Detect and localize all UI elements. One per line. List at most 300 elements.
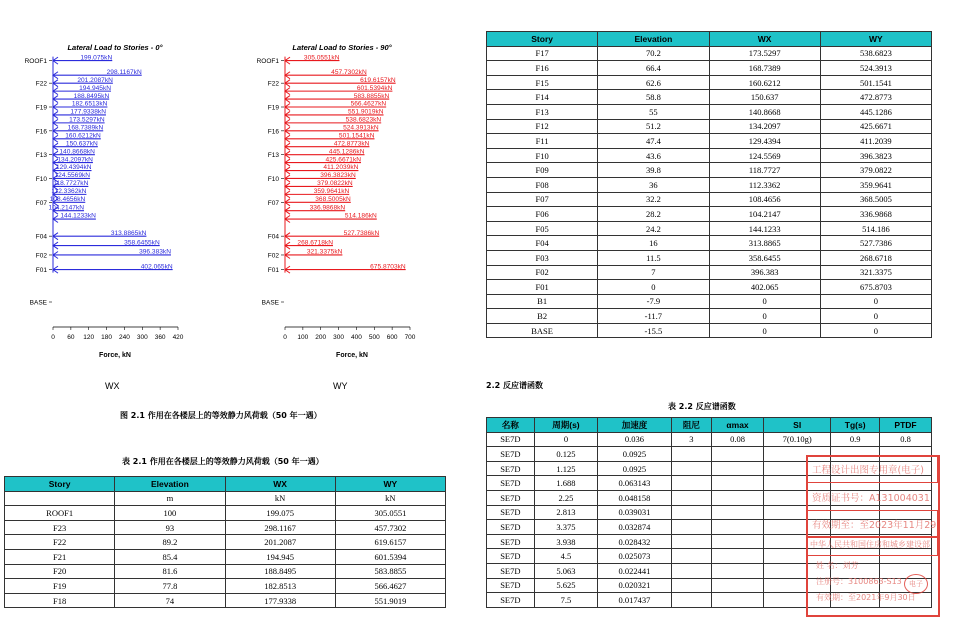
table1-cell: 194.945 bbox=[225, 549, 335, 564]
table-top-row bbox=[487, 163, 932, 178]
wx-chart-title: Lateral Load to Stories - 0° bbox=[67, 43, 163, 52]
section-heading: 2.2 反应谱函数 bbox=[486, 381, 543, 390]
wy-data-label: 368.5005kN bbox=[315, 196, 351, 204]
table-top-cell: F01 bbox=[487, 280, 598, 295]
table2-caption: 表 2.2 反应谱函数 bbox=[668, 402, 736, 411]
table1-cell: 93 bbox=[115, 520, 225, 535]
wy-x-tick-label: 600 bbox=[386, 334, 398, 341]
table-top-cell: 396.3823 bbox=[820, 148, 931, 163]
wy-story-label: F01 bbox=[267, 267, 279, 275]
wx-story-label: BASE bbox=[29, 299, 47, 307]
table2-cell: SE7D bbox=[487, 593, 535, 608]
wy-data-label: 457.7302kN bbox=[331, 68, 367, 76]
table1-cell: 199.075 bbox=[225, 506, 335, 521]
table-top-cell: 514.186 bbox=[820, 221, 931, 236]
table-top-cell: 150.637 bbox=[709, 90, 820, 105]
table-top-cell: 368.5005 bbox=[820, 192, 931, 207]
wy-story-label: BASE bbox=[261, 299, 279, 307]
table2-cell: 4.5 bbox=[534, 549, 598, 564]
table-top-cell: 140.8668 bbox=[709, 104, 820, 119]
wy-x-axis bbox=[283, 327, 416, 341]
table1-cell: 601.5394 bbox=[335, 549, 445, 564]
table-top-cell: 675.8703 bbox=[820, 280, 931, 295]
table-top-cell: F02 bbox=[487, 265, 598, 280]
table-top-cell: 124.5569 bbox=[709, 148, 820, 163]
table2-cell: 7(0.10g) bbox=[764, 432, 831, 447]
table-top-cell: 0 bbox=[820, 323, 931, 338]
table-top-cell: B2 bbox=[487, 309, 598, 324]
table-top-cell: 134.2097 bbox=[709, 119, 820, 134]
table-top-cell: F09 bbox=[487, 163, 598, 178]
wy-x-tick-label: 700 bbox=[404, 334, 416, 341]
table2-cell: SE7D bbox=[487, 549, 535, 564]
wy-x-tick-label: 0 bbox=[283, 334, 287, 341]
table-top-cell: 359.9641 bbox=[820, 177, 931, 192]
table-top-cell: 524.3913 bbox=[820, 61, 931, 76]
wx-xlabel: Force, kN bbox=[99, 352, 131, 359]
table2-cell: 5.625 bbox=[534, 578, 598, 593]
table1-cell: 81.6 bbox=[115, 564, 225, 579]
wx-story-label: F04 bbox=[35, 233, 47, 241]
wy-story-label: F07 bbox=[267, 199, 279, 207]
wx-story-label: F02 bbox=[35, 252, 47, 260]
table1-cell: 457.7302 bbox=[335, 520, 445, 535]
wy-data-label: 583.8855kN bbox=[353, 92, 390, 100]
table1 bbox=[4, 476, 446, 608]
table-top-cell: 32.2 bbox=[598, 192, 709, 207]
table1-row bbox=[5, 579, 446, 594]
table-top-row bbox=[487, 192, 932, 207]
wx-story-label: F07 bbox=[35, 199, 47, 207]
table-top-cell: 0 bbox=[820, 294, 931, 309]
table2-row bbox=[487, 432, 932, 447]
table-top-cell: 527.7386 bbox=[820, 236, 931, 251]
table2-cell bbox=[712, 447, 764, 462]
table2-cell: 3.375 bbox=[534, 520, 598, 535]
table-top-cell: 402.065 bbox=[709, 280, 820, 295]
table-top-cell: 0 bbox=[709, 323, 820, 338]
table2-header-cell: SI bbox=[764, 418, 831, 433]
table-top-header-cell: Story bbox=[487, 32, 598, 47]
table-top-cell: F13 bbox=[487, 104, 598, 119]
table2-header-cell: αmax bbox=[712, 418, 764, 433]
table2-cell bbox=[671, 563, 711, 578]
table-top-row bbox=[487, 177, 932, 192]
table1-header-cell: WY bbox=[335, 477, 445, 492]
wx-data-label: 160.6212kN bbox=[65, 132, 101, 140]
table1-cell: F23 bbox=[5, 520, 115, 535]
wx-data-label: 140.8668kN bbox=[59, 148, 95, 156]
table1-cell: kN bbox=[225, 491, 335, 506]
table-top-cell: 39.8 bbox=[598, 163, 709, 178]
table1-cell: 188.8495 bbox=[225, 564, 335, 579]
table1-cell: 566.4627 bbox=[335, 579, 445, 594]
wx-x-tick-label: 420 bbox=[172, 334, 184, 341]
table-top-cell: F14 bbox=[487, 90, 598, 105]
wx-story-label: ROOF1 bbox=[24, 58, 47, 66]
wx-bars bbox=[48, 54, 172, 273]
wx-data-label: 104.2147kN bbox=[48, 204, 85, 212]
table-top-cell: 173.5297 bbox=[709, 46, 820, 61]
wy-data-label: 445.1286kN bbox=[328, 148, 365, 156]
wx-x-tick-label: 300 bbox=[136, 334, 148, 341]
wy-data-label: 359.9641kN bbox=[313, 188, 350, 196]
wx-data-label: 177.9338kN bbox=[70, 108, 106, 116]
wx-data-label: 194.945kN bbox=[79, 84, 112, 92]
table2-cell: 1.688 bbox=[534, 476, 598, 491]
table-top-row bbox=[487, 207, 932, 222]
table-top-cell: 411.2039 bbox=[820, 134, 931, 149]
table-top-row bbox=[487, 104, 932, 119]
table-top-row bbox=[487, 61, 932, 76]
table2-header-cell: 周期(s) bbox=[534, 418, 598, 433]
wx-data-label: 124.5569kN bbox=[54, 172, 91, 180]
table2-header-cell: 加速度 bbox=[598, 418, 672, 433]
table-top-cell: -15.5 bbox=[598, 323, 709, 338]
table-top-cell: F04 bbox=[487, 236, 598, 251]
table2-cell: SE7D bbox=[487, 461, 535, 476]
table-top-cell: 168.7389 bbox=[709, 61, 820, 76]
wx-story-label: F13 bbox=[35, 152, 47, 160]
table1-cell: ROOF1 bbox=[5, 506, 115, 521]
table-top-cell: 7 bbox=[598, 265, 709, 280]
wx-data-label: 168.7389kN bbox=[67, 124, 104, 132]
table1-cell: 182.8513 bbox=[225, 579, 335, 594]
table-top-cell: F07 bbox=[487, 192, 598, 207]
table-top-row bbox=[487, 265, 932, 280]
wx-data-label: 118.7727kN bbox=[53, 180, 89, 188]
table-top-cell: 321.3375 bbox=[820, 265, 931, 280]
wy-data-label: 514.186kN bbox=[344, 212, 377, 220]
table2-cell bbox=[671, 505, 711, 520]
table-top-row bbox=[487, 236, 932, 251]
wy-chart bbox=[232, 35, 472, 365]
table-top-cell: 66.4 bbox=[598, 61, 709, 76]
wx-data-label: 108.4656kN bbox=[49, 196, 86, 204]
table-top-cell: 445.1286 bbox=[820, 104, 931, 119]
wy-bars bbox=[285, 54, 406, 273]
wy-x-tick-label: 500 bbox=[368, 334, 380, 341]
table-top-cell: F10 bbox=[487, 148, 598, 163]
wy-story-label: F13 bbox=[267, 152, 279, 160]
wx-data-label: 182.6513kN bbox=[71, 100, 108, 108]
wx-data-label: 358.6455kN bbox=[124, 239, 160, 247]
wx-chart bbox=[0, 35, 240, 365]
table2-cell: 0.017437 bbox=[598, 593, 672, 608]
wx-story-label: F10 bbox=[35, 175, 47, 183]
table2-cell bbox=[671, 534, 711, 549]
table-top-cell: 396.383 bbox=[709, 265, 820, 280]
wy-data-label: 551.9019kN bbox=[347, 108, 384, 116]
wx-data-label: 173.5297kN bbox=[69, 116, 105, 124]
wx-story-label: F16 bbox=[35, 128, 47, 136]
stamp-name: 姓 名：刘芳 bbox=[816, 561, 859, 570]
table1-header-cell: Elevation bbox=[115, 477, 225, 492]
table-top-header bbox=[487, 32, 932, 47]
table2-cell bbox=[671, 593, 711, 608]
table2-cell bbox=[712, 534, 764, 549]
wy-xlabel: Force, kN bbox=[336, 352, 368, 359]
wy-data-label: 321.3375kN bbox=[306, 248, 343, 256]
table2-cell: 7.5 bbox=[534, 593, 598, 608]
wx-data-label: 199.075kN bbox=[80, 54, 113, 62]
table-top-row bbox=[487, 294, 932, 309]
table1-cell: 551.9019 bbox=[335, 593, 445, 608]
wy-data-label: 527.7386kN bbox=[343, 229, 380, 237]
table-top-cell: F11 bbox=[487, 134, 598, 149]
wx-data-label: 112.3362kN bbox=[51, 188, 87, 196]
wx-data-label: 201.2087kN bbox=[77, 76, 113, 84]
wy-x-tick-label: 300 bbox=[333, 334, 345, 341]
figure-caption: 图 2.1 作用在各楼层上的等效静力风荷载（50 年一遇） bbox=[120, 411, 322, 420]
wy-story-label: F10 bbox=[267, 175, 279, 183]
table2-cell bbox=[712, 476, 764, 491]
table-top-cell: 0 bbox=[709, 309, 820, 324]
table2-header-cell: 名称 bbox=[487, 418, 535, 433]
table-top-cell: 55 bbox=[598, 104, 709, 119]
table1-cell: 177.9338 bbox=[225, 593, 335, 608]
table-top-cell: 313.8865 bbox=[709, 236, 820, 251]
wy-data-label: 619.6157kN bbox=[360, 76, 396, 84]
table1-cell: kN bbox=[335, 491, 445, 506]
table-top-cell: 538.6823 bbox=[820, 46, 931, 61]
wy-story-label: F04 bbox=[267, 233, 279, 241]
table2-cell: 2.25 bbox=[534, 490, 598, 505]
table-top-cell: 112.3362 bbox=[709, 177, 820, 192]
wx-data-label: 129.4394kN bbox=[55, 164, 92, 172]
table-top-row bbox=[487, 221, 932, 236]
table-top-cell: 0 bbox=[709, 294, 820, 309]
table-top-header-cell: Elevation bbox=[598, 32, 709, 47]
table2-cell: 5.063 bbox=[534, 563, 598, 578]
wy-story-label: F16 bbox=[267, 128, 279, 136]
table-top-row bbox=[487, 119, 932, 134]
table-top-cell: F06 bbox=[487, 207, 598, 222]
stamp-seal: 电子 bbox=[904, 574, 928, 594]
wy-x-tick-label: 200 bbox=[315, 334, 327, 341]
wy-story-label: ROOF1 bbox=[256, 58, 279, 66]
wy-data-label: 601.5394kN bbox=[356, 84, 393, 92]
table-top-cell: F17 bbox=[487, 46, 598, 61]
table1-header-cell: Story bbox=[5, 477, 115, 492]
table1-cell: F22 bbox=[5, 535, 115, 550]
table2-cell: SE7D bbox=[487, 563, 535, 578]
table2-cell: SE7D bbox=[487, 476, 535, 491]
table2-cell bbox=[671, 447, 711, 462]
table-top-cell: 425.6671 bbox=[820, 119, 931, 134]
table1-row bbox=[5, 491, 446, 506]
table2-cell: 0.022441 bbox=[598, 563, 672, 578]
table2-header bbox=[487, 418, 932, 433]
table-top-header-cell: WX bbox=[709, 32, 820, 47]
table2-cell: SE7D bbox=[487, 505, 535, 520]
table2-cell: 0.063143 bbox=[598, 476, 672, 491]
table2-cell bbox=[712, 505, 764, 520]
table2-cell: 0.0925 bbox=[598, 447, 672, 462]
table-top bbox=[486, 31, 932, 338]
table-top-cell: F16 bbox=[487, 61, 598, 76]
wx-story-label: F01 bbox=[35, 267, 47, 275]
stamp-cert: 资质证书号：A131004031 bbox=[812, 493, 930, 504]
table2-cell bbox=[712, 461, 764, 476]
table2-cell: 0.125 bbox=[534, 447, 598, 462]
table-top-cell: 0 bbox=[598, 280, 709, 295]
table2-cell bbox=[671, 461, 711, 476]
wy-data-label: 524.3913kN bbox=[343, 124, 379, 132]
table2-cell: 0.036 bbox=[598, 432, 672, 447]
table1-cell: m bbox=[115, 491, 225, 506]
wx-data-label: 313.8865kN bbox=[110, 229, 147, 237]
table-top-cell: B1 bbox=[487, 294, 598, 309]
table1-cell: 100 bbox=[115, 506, 225, 521]
table-top-cell: 144.1233 bbox=[709, 221, 820, 236]
table-top-header-cell: WY bbox=[820, 32, 931, 47]
wy-story-label: F22 bbox=[267, 80, 279, 88]
wy-data-label: 336.9868kN bbox=[309, 204, 346, 212]
table2-cell: 3 bbox=[671, 432, 711, 447]
table2-cell bbox=[712, 549, 764, 564]
table-top-row bbox=[487, 75, 932, 90]
wy-data-label: 268.6718kN bbox=[297, 239, 333, 247]
table1-header-cell: WX bbox=[225, 477, 335, 492]
table1-row bbox=[5, 506, 446, 521]
table1-cell: 89.2 bbox=[115, 535, 225, 550]
wy-data-label: 425.6671kN bbox=[325, 156, 362, 164]
table1-row bbox=[5, 593, 446, 608]
table1-row bbox=[5, 549, 446, 564]
table-top-cell: 268.6718 bbox=[820, 250, 931, 265]
wx-data-label: 188.8495kN bbox=[73, 92, 110, 100]
table2-cell: 2.813 bbox=[534, 505, 598, 520]
table2-cell bbox=[671, 549, 711, 564]
wx-x-tick-label: 360 bbox=[154, 334, 166, 341]
table2-cell: 0 bbox=[534, 432, 598, 447]
table-top-cell: 379.0822 bbox=[820, 163, 931, 178]
table-top-cell: 104.2147 bbox=[709, 207, 820, 222]
table-top-row bbox=[487, 148, 932, 163]
stamp-org: 中华人民共和国住房和城乡建设部 bbox=[810, 540, 930, 549]
table-top-cell: BASE bbox=[487, 323, 598, 338]
table-top-row bbox=[487, 309, 932, 324]
table-top-cell: 108.4656 bbox=[709, 192, 820, 207]
table-top-cell: 129.4394 bbox=[709, 134, 820, 149]
table-top-row bbox=[487, 90, 932, 105]
wy-story-label: F02 bbox=[267, 252, 279, 260]
wy-data-label: 396.3823kN bbox=[320, 172, 356, 180]
stamp-title: 工程设计出图专用章(电子) bbox=[812, 465, 924, 476]
table-top-cell: F15 bbox=[487, 75, 598, 90]
table2-cell: 3.938 bbox=[534, 534, 598, 549]
table2-cell bbox=[671, 490, 711, 505]
table-top-cell: 472.8773 bbox=[820, 90, 931, 105]
wy-data-label: 411.2039kN bbox=[323, 164, 359, 172]
wy-data-label: 566.4627kN bbox=[350, 100, 387, 108]
table-top-cell: 501.1541 bbox=[820, 75, 931, 90]
wx-x-tick-label: 240 bbox=[118, 334, 130, 341]
table1-cell: 201.2087 bbox=[225, 535, 335, 550]
table2-cell: 0.048158 bbox=[598, 490, 672, 505]
wx-data-label: 144.1233kN bbox=[60, 212, 96, 220]
table1-cell: F19 bbox=[5, 579, 115, 594]
wy-x-tick-label: 400 bbox=[350, 334, 362, 341]
table-top-cell: F12 bbox=[487, 119, 598, 134]
table1-cell: 74 bbox=[115, 593, 225, 608]
table-top-cell: 358.6455 bbox=[709, 250, 820, 265]
table2-cell: 0.039031 bbox=[598, 505, 672, 520]
table2-cell: SE7D bbox=[487, 432, 535, 447]
table-top-row bbox=[487, 250, 932, 265]
table-top-cell: 16 bbox=[598, 236, 709, 251]
table1-cell: 77.8 bbox=[115, 579, 225, 594]
table-top-cell: 47.4 bbox=[598, 134, 709, 149]
wx-x-axis bbox=[51, 327, 184, 341]
table-top-cell: 0 bbox=[820, 309, 931, 324]
table-top-cell: F05 bbox=[487, 221, 598, 236]
table1-caption: 表 2.1 作用在各楼层上的等效静力风荷载（50 年一遇） bbox=[122, 457, 324, 466]
table2-header-cell: Tg(s) bbox=[831, 418, 880, 433]
table2-cell bbox=[712, 563, 764, 578]
table2-cell: SE7D bbox=[487, 447, 535, 462]
table2-cell: 1.125 bbox=[534, 461, 598, 476]
table-top-cell: 28.2 bbox=[598, 207, 709, 222]
table2-cell bbox=[712, 578, 764, 593]
table1-row bbox=[5, 520, 446, 535]
wx-x-tick-label: 60 bbox=[67, 334, 75, 341]
table1-cell: 619.6157 bbox=[335, 535, 445, 550]
table2-header-cell: 阻尼 bbox=[671, 418, 711, 433]
table1-cell: F20 bbox=[5, 564, 115, 579]
table2-cell: SE7D bbox=[487, 520, 535, 535]
table2-cell bbox=[671, 520, 711, 535]
table-top-cell: F03 bbox=[487, 250, 598, 265]
table2-cell: SE7D bbox=[487, 490, 535, 505]
table2-cell: 0.025073 bbox=[598, 549, 672, 564]
stamp-reg: 注册号：3100863-S13 bbox=[816, 577, 902, 586]
table2-header-cell: PTDF bbox=[880, 418, 932, 433]
table-top-cell: 51.2 bbox=[598, 119, 709, 134]
wy-data-label: 472.8773kN bbox=[333, 140, 370, 148]
stamp-valid: 有效期至：至2023年11月29 bbox=[812, 520, 937, 531]
wy-story-label: F19 bbox=[267, 104, 279, 112]
table-top-cell: 24.2 bbox=[598, 221, 709, 236]
table2-cell: 0.8 bbox=[880, 432, 932, 447]
table-top-cell: 11.5 bbox=[598, 250, 709, 265]
table1-cell: F18 bbox=[5, 593, 115, 608]
wy-data-label: 379.0822kN bbox=[317, 180, 353, 188]
table1-row bbox=[5, 535, 446, 550]
wx-data-label: 396.383kN bbox=[139, 248, 171, 256]
wx-data-label: 402.065kN bbox=[140, 263, 173, 271]
wy-data-label: 501.1541kN bbox=[338, 132, 375, 140]
stamp-reg-valid: 有效期：至2021年9月30日 bbox=[816, 593, 916, 602]
table1-cell: 298.1167 bbox=[225, 520, 335, 535]
table-top-cell: -11.7 bbox=[598, 309, 709, 324]
table1-cell: 305.0551 bbox=[335, 506, 445, 521]
wx-data-label: 298.1167kN bbox=[106, 68, 142, 76]
wx-x-tick-label: 0 bbox=[51, 334, 55, 341]
table-top-cell: 58.8 bbox=[598, 90, 709, 105]
wx-x-tick-label: 120 bbox=[83, 334, 95, 341]
table1-cell: 85.4 bbox=[115, 549, 225, 564]
table1-cell bbox=[5, 491, 115, 506]
wx-x-tick-label: 180 bbox=[101, 334, 113, 341]
wx-story-label: F22 bbox=[35, 80, 47, 88]
table2-cell: 0.020321 bbox=[598, 578, 672, 593]
table1-cell: F21 bbox=[5, 549, 115, 564]
wx-story-label: F19 bbox=[35, 104, 47, 112]
table-top-row bbox=[487, 323, 932, 338]
table-top-cell: 70.2 bbox=[598, 46, 709, 61]
